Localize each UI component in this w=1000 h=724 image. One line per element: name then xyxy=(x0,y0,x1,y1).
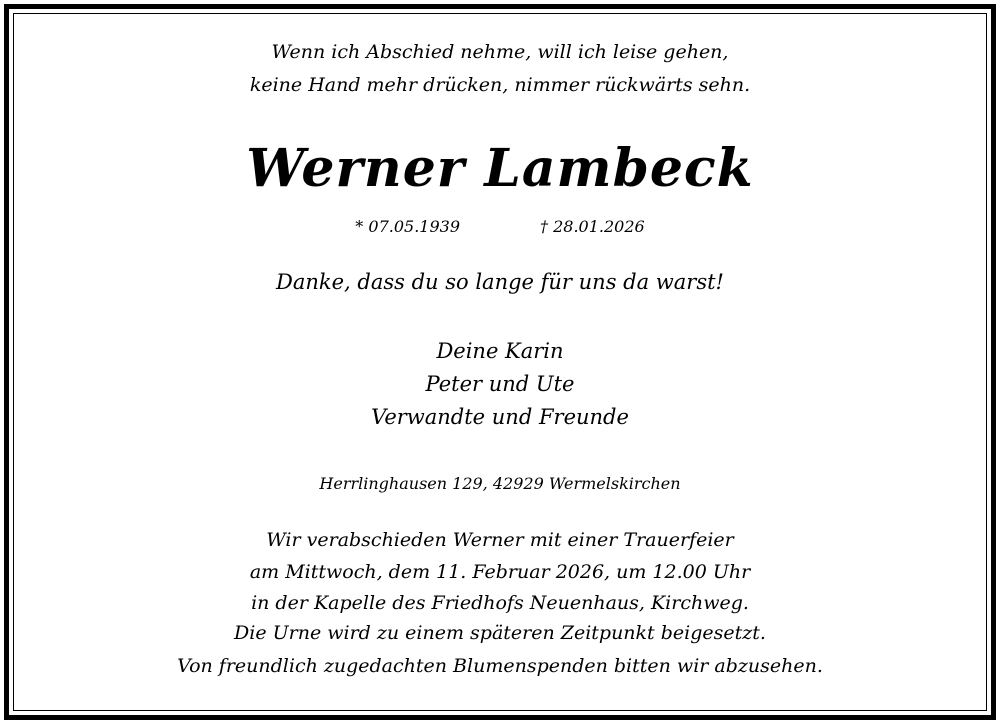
ceremony-line: in der Kapelle des Friedhofs Neuenhaus, Kirchweg. xyxy=(251,592,749,614)
ceremony-line: Die Urne wird zu einem späteren Zeitpunkt beigesetzt. xyxy=(234,622,766,644)
thanks-line: Danke, dass du so lange für uns da warst! xyxy=(276,270,724,294)
family-line: Verwandte und Freunde xyxy=(371,405,629,429)
life-dates xyxy=(0,217,1000,236)
family-line: Peter und Ute xyxy=(425,372,575,396)
verse-line: keine Hand mehr drücken, nimmer rückwärts sehn. xyxy=(249,74,751,96)
birth-date: * 07.05.1939 xyxy=(355,217,460,236)
death-date: † 28.01.2026 xyxy=(540,217,645,236)
ceremony-line: Von freundlich zugedachten Blumenspenden bitten wir abzusehen. xyxy=(177,655,823,677)
address: Herrlinghausen 129, 42929 Wermelskirchen xyxy=(319,474,681,493)
family-line: Deine Karin xyxy=(436,339,564,363)
ceremony-line: Wir verabschieden Werner mit einer Trauerfeier xyxy=(266,529,734,551)
ceremony-line: am Mittwoch, dem 11. Februar 2026, um 12.00 Uhr xyxy=(249,561,751,583)
verse-line: Wenn ich Abschied nehme, will ich leise gehen, xyxy=(271,41,729,63)
deceased-name: Werner Lambeck xyxy=(246,138,754,199)
